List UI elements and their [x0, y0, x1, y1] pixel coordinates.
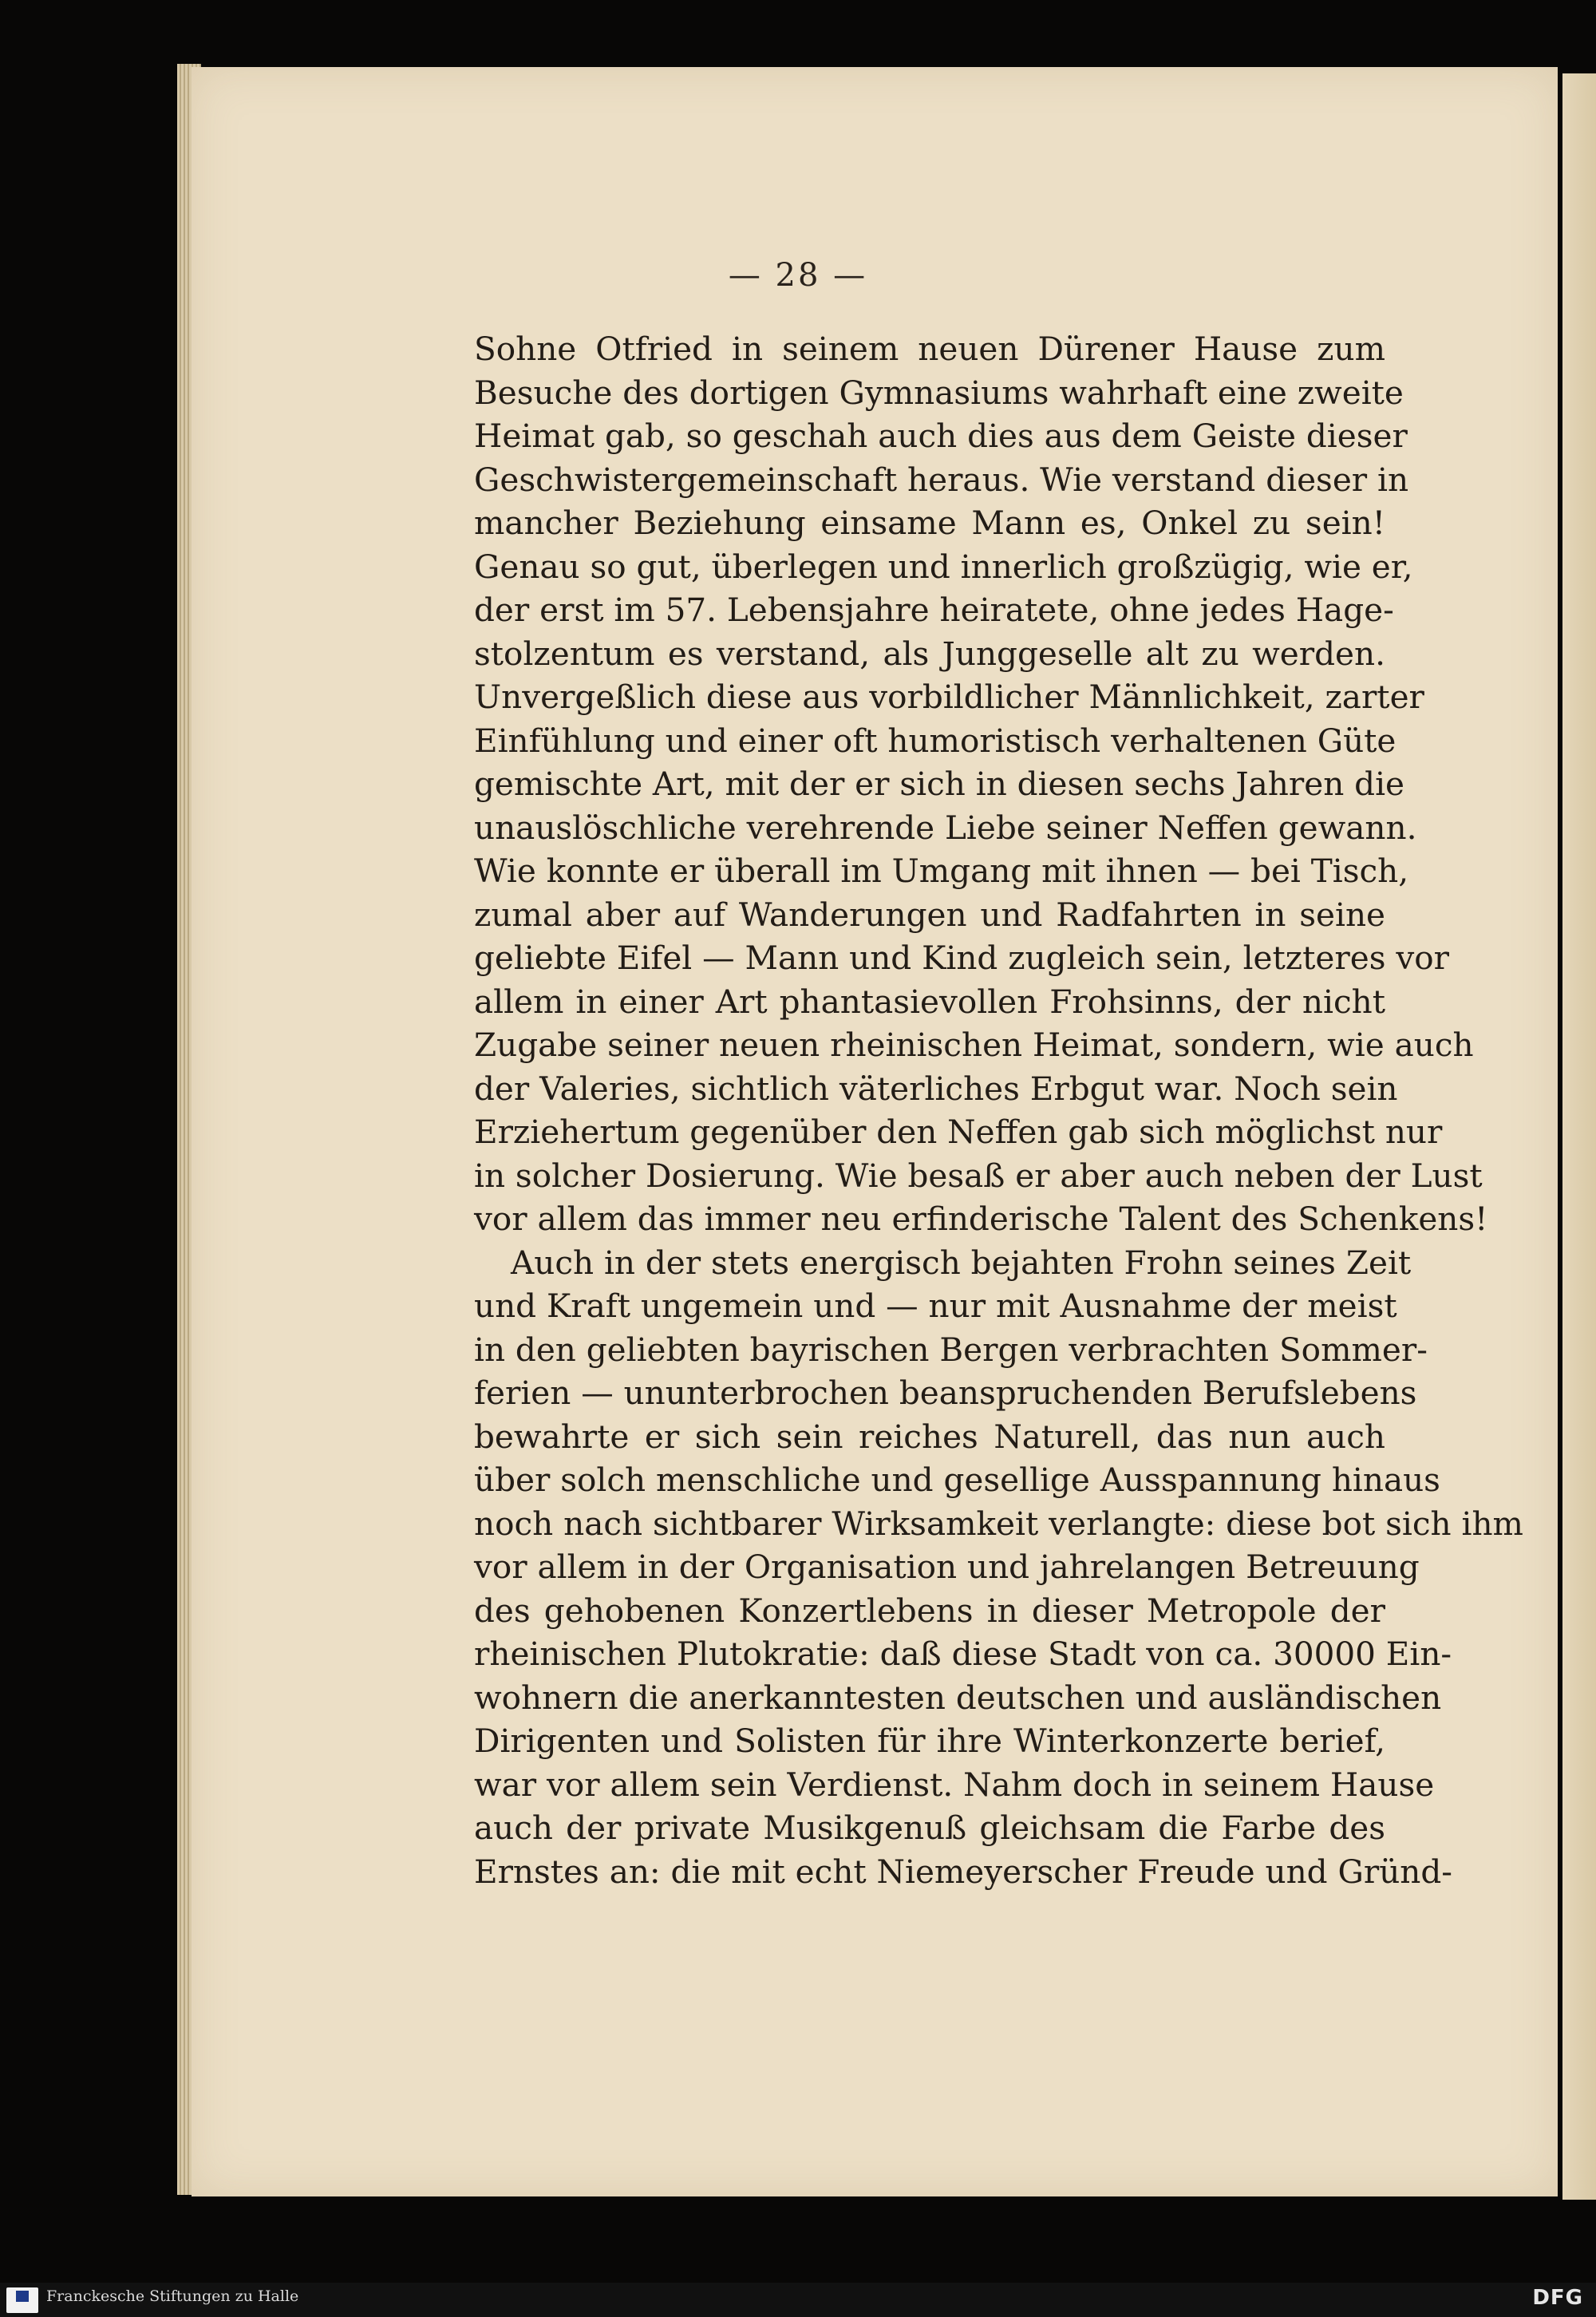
text-line: Wie konnte er überall im Umgang mit ihnen — bei Tisch,: [474, 852, 1409, 890]
text-line: war vor allem sein Verdienst. Nahm doch in seinem Hause: [474, 1765, 1435, 1804]
viewer-footer: [0, 2283, 1596, 2317]
text-line: stolzentum es verstand, als Junggeselle alt zu werden.: [474, 634, 1385, 673]
facing-page-edge: [1562, 73, 1596, 2200]
text-line: allem in einer Art phantasievollen Frohsinns, der nicht: [474, 982, 1385, 1021]
text-line: der erst im 57. Lebensjahre heiratete, ohne jedes Hage-: [474, 591, 1394, 629]
page-number: — 28 —: [728, 257, 868, 294]
text-line: Genau so gut, überlegen und innerlich großzügig, wie er,: [474, 547, 1413, 586]
text-line: Unvergeßlich diese aus vorbildlicher Männlichkeit, zarter: [474, 678, 1424, 716]
text-line: Erziehertum gegenüber den Neffen gab sich möglichst nur: [474, 1113, 1443, 1151]
text-line: unauslöschliche verehrende Liebe seiner Neffen gewann.: [474, 808, 1417, 847]
text-line: Auch in der stets energisch bejahten Frohn seines Zeit: [511, 1243, 1412, 1282]
text-line: auch der private Musikgenuß gleichsam die Farbe des: [474, 1809, 1385, 1847]
institution-name[interactable]: Franckesche Stiftungen zu Halle: [46, 2287, 299, 2305]
text-line: ferien — ununterbrochen beanspruchenden Berufslebens: [474, 1374, 1417, 1412]
text-line: Ernstes an: die mit echt Niemeyerscher Freude und Gründ-: [474, 1852, 1452, 1891]
text-line: vor allem in der Organisation und jahrelangen Betreuung: [474, 1548, 1420, 1586]
text-line: geliebte Eifel — Mann und Kind zugleich sein, letzteres vor: [474, 939, 1449, 977]
text-line: Geschwistergemeinschaft heraus. Wie verstand dieser in: [474, 460, 1409, 499]
text-line: Sohne Otfried in seinem neuen Dürener Hause zum: [474, 330, 1385, 368]
text-line: mancher Beziehung einsame Mann es, Onkel zu sein!: [474, 504, 1385, 542]
text-line: Einfühlung und einer oft humoristisch verhaltenen Güte: [474, 721, 1396, 760]
text-line: in den geliebten bayrischen Bergen verbrachten Sommer-: [474, 1330, 1428, 1369]
text-line: der Valeries, sichtlich väterliches Erbgut war. Noch sein: [474, 1069, 1398, 1108]
text-line: Zugabe seiner neuen rheinischen Heimat, sondern, wie auch: [474, 1026, 1474, 1064]
text-line: Heimat gab, so geschah auch dies aus dem Geiste dieser: [474, 417, 1408, 455]
text-line: zumal aber auf Wanderungen und Radfahrten in seine: [474, 895, 1385, 934]
body-text: [474, 327, 1523, 1893]
text-line: Besuche des dortigen Gymnasiums wahrhaft eine zweite: [474, 373, 1404, 412]
dfg-logo[interactable]: DFG: [1532, 2286, 1583, 2310]
text-line: über solch menschliche und gesellige Ausspannung hinaus: [474, 1461, 1440, 1499]
text-line: noch nach sichtbarer Wirksamkeit verlangte: diese bot sich ihm: [474, 1504, 1523, 1543]
text-line: gemischte Art, mit der er sich in diesen sechs Jahren die: [474, 765, 1404, 803]
text-line: in solcher Dosierung. Wie besaß er aber auch neben der Lust: [474, 1156, 1483, 1195]
text-line: bewahrte er sich sein reiches Naturell, das nun auch: [474, 1417, 1385, 1456]
text-line: Dirigenten und Solisten für ihre Winterkonzerte berief,: [474, 1722, 1385, 1760]
text-line: und Kraft ungemein und — nur mit Ausnahme der meist: [474, 1287, 1397, 1325]
text-line: des gehobenen Konzertlebens in dieser Metropole der: [474, 1591, 1385, 1630]
text-line: rheinischen Plutokratie: daß diese Stadt von ca. 30000 Ein-: [474, 1635, 1452, 1673]
text-line: vor allem das immer neu erfinderische Talent des Schenkens!: [474, 1200, 1488, 1238]
foundation-logo-icon[interactable]: [6, 2287, 38, 2313]
text-line: wohnern die anerkanntesten deutschen und ausländischen: [474, 1678, 1442, 1717]
